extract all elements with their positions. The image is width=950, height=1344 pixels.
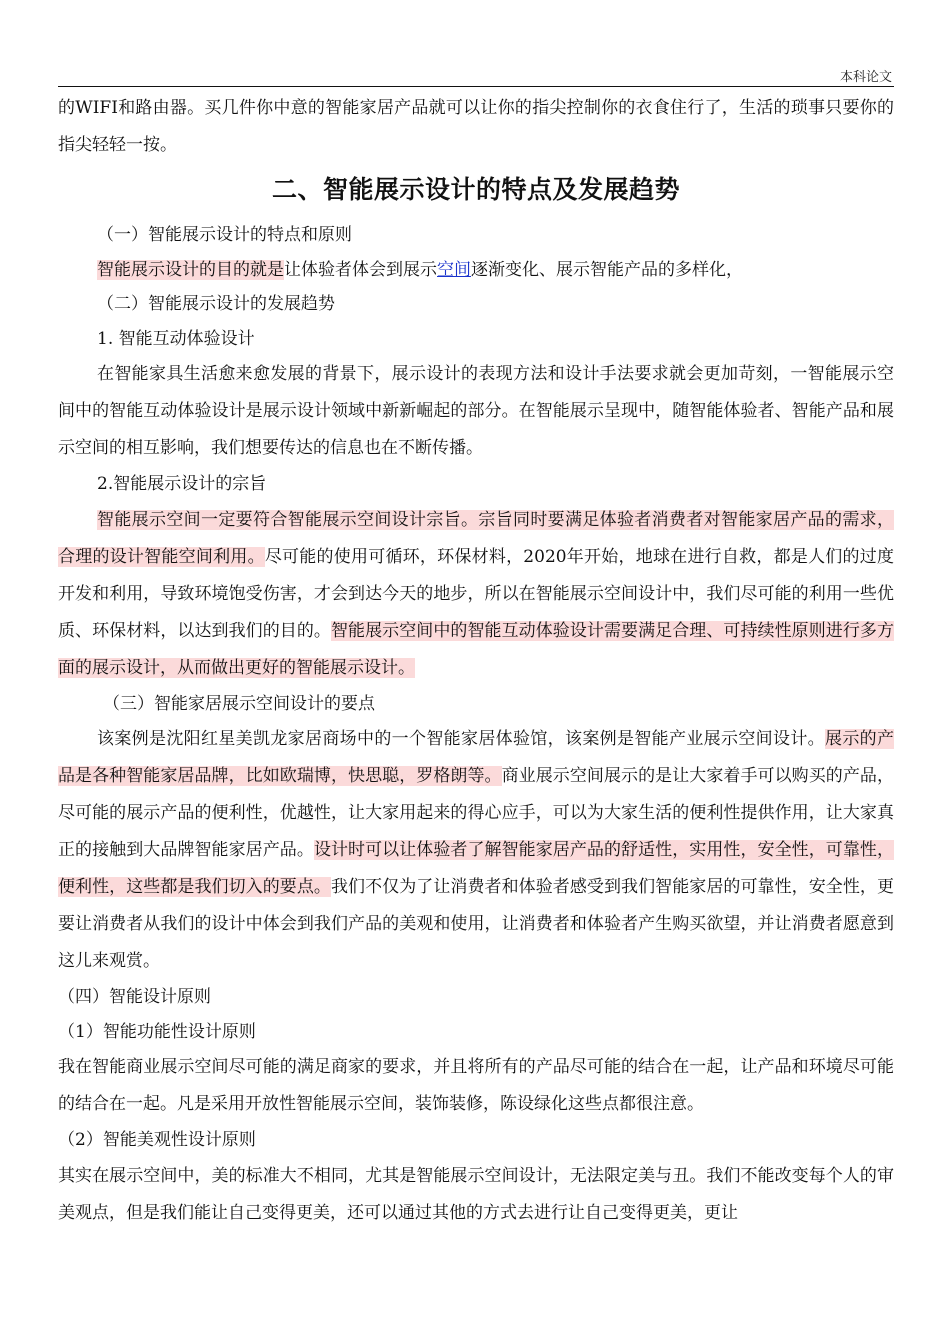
running-header: 本科论文 (839, 70, 892, 85)
header-rule (58, 86, 894, 87)
highlight: 智能展示设计的目的就是 (97, 259, 284, 280)
text-run: 该案例是沈阳红星美凯龙家居商场中的一个智能家居体验馆，该案例是智能产业展示空间设计。 (97, 729, 825, 749)
subheading-trends: （二）智能展示设计的发展趋势 (97, 294, 335, 314)
subheading-characteristics: （一）智能展示设计的特点和原则 (97, 225, 352, 245)
list-item-1: 1. 智能互动体验设计 (97, 328, 255, 349)
purpose-paragraph (58, 253, 894, 288)
text-run: 商业展示空间展示的是让大家着手可以购买的产品，尽可能的展示产品的便利性，优越性，让大家用起来的得心应手，可以为大家生活的便利性提供作用，让大家真正的接触到大品牌智能家居产品。 (58, 766, 894, 860)
text-run: 让体验者体会到展示 (284, 259, 437, 280)
subheading-key-points: （三）智能家居展示空间设计的要点 (103, 693, 375, 714)
text-run: 逐渐变化、展示智能产品的多样化， (471, 259, 743, 280)
intro-paragraph: 的WIFI和路由器。买几件你中意的智能家居产品就可以让你的指尖控制你的衣食住行了，生活的琐事只要你的指尖轻轻一按。 (58, 98, 894, 155)
text-run: 我们不仅为了让消费者和体验者感受到我们智能家居的可靠性，安全性，更要让消费者从我们的设计中体会到我们产品的美观和使用，让消费者和体验者产生购买欲望，并让消费者愿意到这儿来观赏。 (58, 877, 894, 971)
highlight: 展示的产品是各种智能家居品牌，比如欧瑞博，快思聪，罗格朗等。 (58, 729, 895, 786)
document-body (58, 90, 894, 1232)
interactive-paragraph: 在智能家具生活愈来愈发展的背景下，展示设计的表现方法和设计手法要求就会更加苛刻，一智能展示空间中的智能互动体验设计是展示设计领域中新新崛起的部分。在智能展示呈现中，随智能体验者、智能产品和展示空间的相互影响，我们想要传达的信息也在不断传播。 (58, 364, 894, 458)
purpose-detail-paragraph (58, 502, 894, 687)
functional-paragraph: 我在智能商业展示空间尽可能的满足商家的要求，并且将所有的产品尽可能的结合在一起，让产品和环境尽可能的结合在一起。凡是采用开放性智能展示空间，装饰装修，陈设绿化这些点都很注意。 (58, 1057, 894, 1114)
sub-item-functional: （1）智能功能性设计原则 (58, 1021, 256, 1042)
list-item-2: 2.智能展示设计的宗旨 (97, 474, 267, 494)
subheading-principles: （四）智能设计原则 (58, 987, 211, 1007)
highlight: 设计时可以让体验者了解智能家居产品的舒适性，实用性，安全性，可靠性，便利性，这些都是我们切入的要点。 (58, 840, 894, 897)
highlight: 智能展示空间一定要符合智能展示空间设计宗旨。宗旨同时要满足体验者消费者对智能家居产品的需求，合理的设计智能空间利用。 (58, 509, 894, 567)
case-paragraph (58, 721, 894, 980)
space-link[interactable]: 空间 (437, 259, 471, 280)
text-run: 尽可能的使用可循环，环保材料，2020年开始，地球在进行自救，都是人们的过度开发和利用，导致环境饱受伤害，才会到达今天的地步，所以在智能展示空间设计中，我们尽可能的利用一些优质、环保材料，以达到我们的目的。 (58, 546, 895, 641)
highlight: 智能展示空间中的智能互动体验设计需要满足合理、可持续性原则进行多方面的展示设计，从而做出更好的智能展示设计。 (58, 620, 894, 678)
section-title: 二、智能展示设计的特点及发展趋势 (271, 175, 680, 204)
aesthetic-paragraph: 其实在展示空间中，美的标准大不相同，尤其是智能展示空间设计，无法限定美与丑。我们不能改变每个人的审美观点，但是我们能让自己变得更美，还可以通过其他的方式去进行让自己变得更美，更让 (58, 1165, 894, 1223)
sub-item-aesthetic: （2）智能美观性设计原则 (58, 1130, 256, 1150)
